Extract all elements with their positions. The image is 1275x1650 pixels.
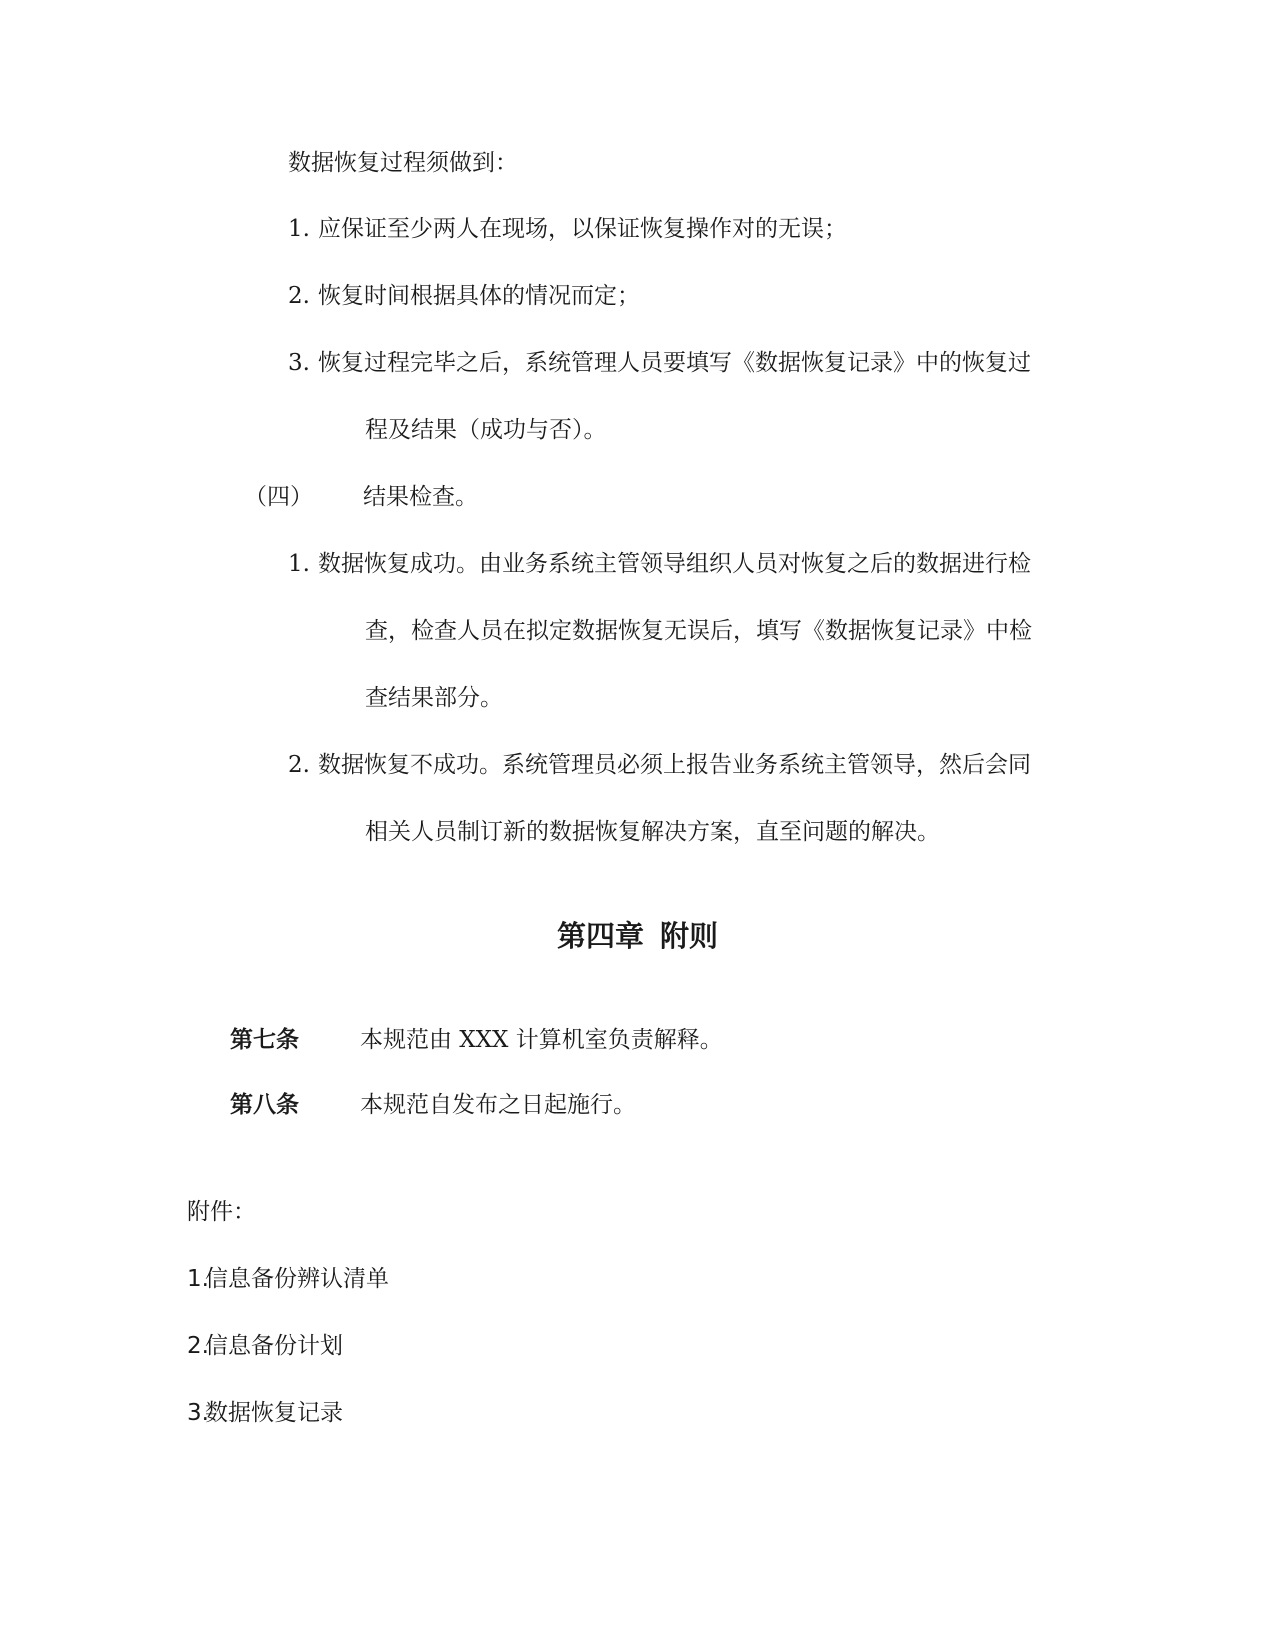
item-text: 应保证至少两人在现场，以保证恢复操作对的无误； [318,216,847,242]
chapter-title: 附则 [660,919,719,953]
process-intro: 数据恢复过程须做到： [288,150,518,176]
item-text: 信息备份辨认清单 [205,1266,389,1292]
article-label: 第七条 [230,1027,299,1053]
item-text: 恢复过程完毕之后，系统管理人员要填写《数据恢复记录》中的恢复过 [318,350,1031,376]
item-number: 2. [187,1333,209,1359]
section-title: 结果检查。 [363,484,478,510]
item-number: 3. [187,1400,209,1426]
article-text: 本规范自发布之日起施行。 [360,1092,636,1118]
item-number: 1. [288,216,310,242]
item-number: 1. [187,1266,209,1292]
item-text: 信息备份计划 [205,1333,343,1359]
item-number: 1. [288,551,310,577]
item-text: 恢复时间根据具体的情况而定； [318,283,640,309]
attachments-title: 附件： [187,1199,256,1225]
chapter-number: 第四章 [556,919,644,953]
article-label: 第八条 [230,1092,299,1118]
item-number: 2. [288,283,310,309]
item-text-continued: 程及结果（成功与否）。 [365,417,607,443]
item-text: 数据恢复成功。由业务系统主管领导组织人员对恢复之后的数据进行检 [318,551,1031,577]
item-text-continued: 相关人员制订新的数据恢复解决方案，直至问题的解决。 [365,819,940,845]
item-number: 3. [288,350,310,376]
chapter-heading [0,918,1275,954]
item-number: 2. [288,752,310,778]
section-label: （四） [244,484,313,510]
article-text: 本规范由 XXX 计算机室负责解释。 [360,1027,723,1053]
item-text: 数据恢复记录 [205,1400,343,1426]
item-text: 数据恢复不成功。系统管理员必须上报告业务系统主管领导，然后会同 [318,752,1031,778]
item-text-continued: 查，检查人员在拟定数据恢复无误后，填写《数据恢复记录》中检 [365,618,1032,644]
item-text-continued: 查结果部分。 [365,685,503,711]
